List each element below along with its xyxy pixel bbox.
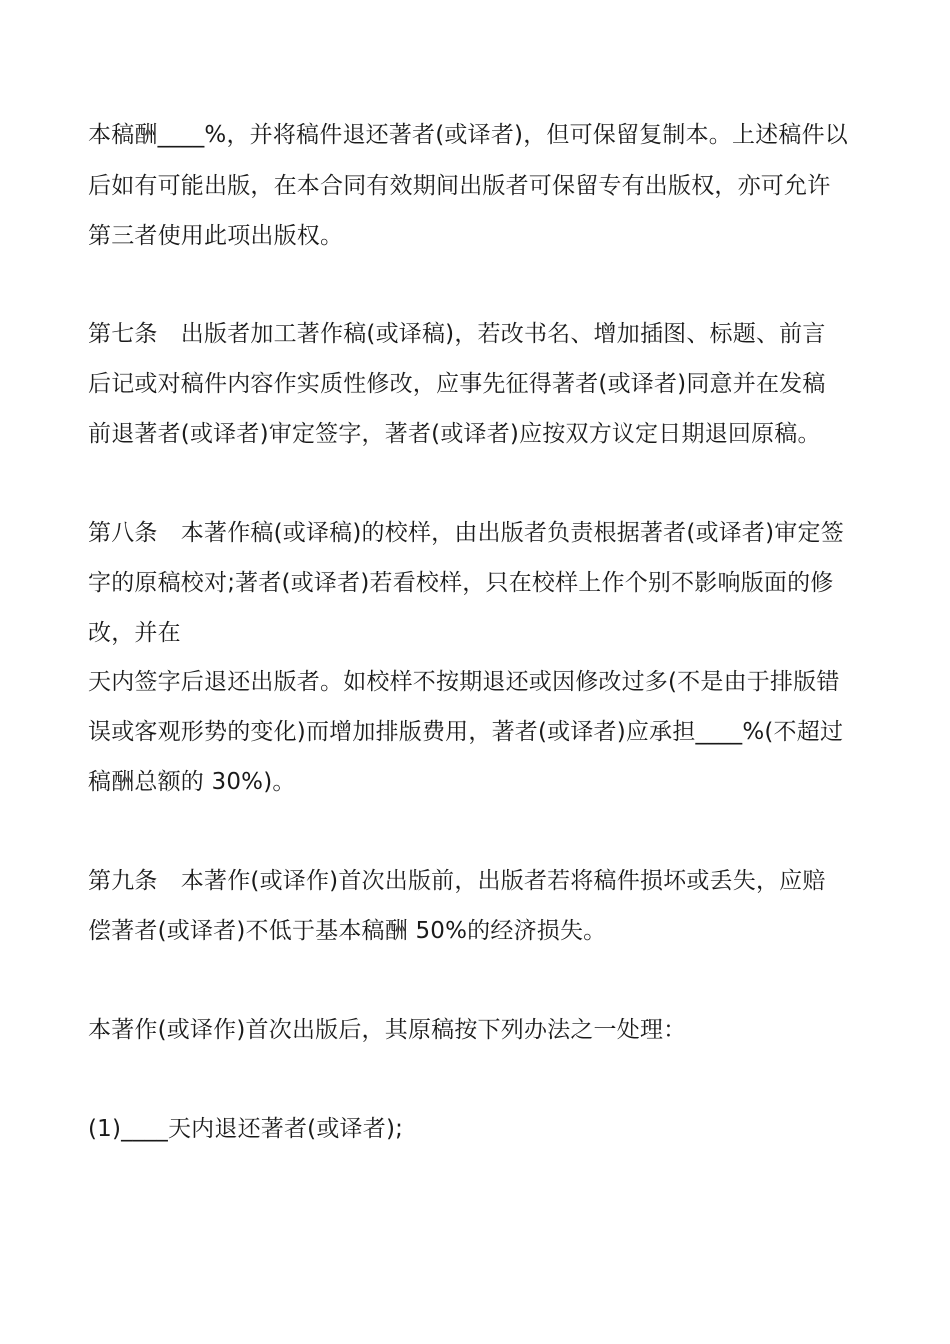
text-line: 天内签字后退还出版者。如校样不按期退还或因修改过多(不是由于排版错: [88, 669, 840, 695]
text-line: (1)____天内退还著者(或译者);: [88, 1116, 404, 1142]
text-line: 稿酬总额的 30%)。: [88, 769, 296, 795]
text-line: 第八条 本著作稿(或译稿)的校样，由出版者负责根据著者(或译者)审定签: [88, 520, 844, 546]
text-line: 第三者使用此项出版权。: [88, 223, 344, 249]
text-line: 后如有可能出版，在本合同有效期间出版者可保留专有出版权，亦可允许: [88, 173, 831, 199]
text-line: 改，并在: [88, 620, 181, 646]
text-line: 第七条 出版者加工著作稿(或译稿)，若改书名、增加插图、标题、前言: [88, 321, 826, 347]
text-line: 本稿酬____%，并将稿件退还著者(或译者)，但可保留复制本。上述稿件以: [88, 122, 849, 148]
text-line: 第九条 本著作(或译作)首次出版前，出版者若将稿件损坏或丢失，应赔: [88, 868, 826, 894]
text-line: 字的原稿校对;著者(或译者)若看校样，只在校样上作个别不影响版面的修: [88, 570, 834, 596]
text-line: 后记或对稿件内容作实质性修改，应事先征得著者(或译者)同意并在发稿: [88, 371, 826, 397]
text-line: 误或客观形势的变化)而增加排版费用，著者(或译者)应承担____%(不超过: [88, 719, 844, 745]
text-line: 前退著者(或译者)审定签字，著者(或译者)应按双方议定日期退回原稿。: [88, 421, 821, 447]
text-line: 本著作(或译作)首次出版后，其原稿按下列办法之一处理：: [88, 1017, 687, 1043]
text-line: 偿著者(或译者)不低于基本稿酬 50%的经济损失。: [88, 918, 607, 944]
